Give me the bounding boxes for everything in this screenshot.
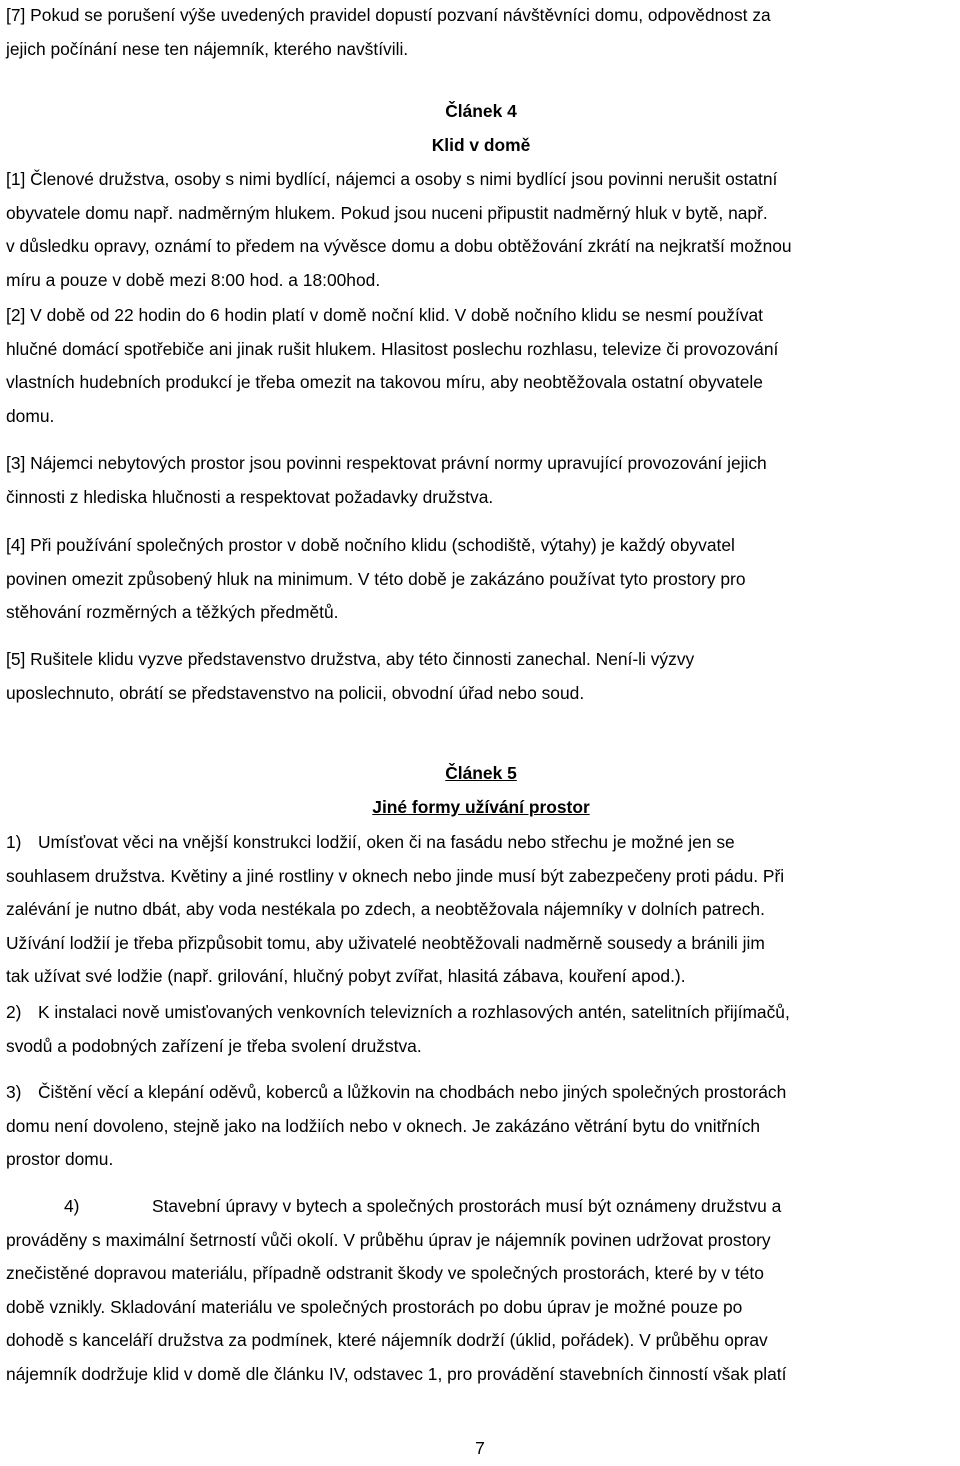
text-line: zalévání je nutno dbát, aby voda nestékala po zdech, a neobtěžovala nájemníky v dolních patrech. — [6, 899, 765, 920]
text-line: svodů a podobných zařízení je třeba svolení družstva. — [6, 1035, 422, 1056]
text-line: dohodě s kanceláří družstva za podmínek, které nájemník dodrží (úklid, pořádek). V průběhu oprav — [6, 1330, 768, 1351]
article-5-paragraph-1 — [6, 826, 956, 994]
article-5-heading — [6, 756, 956, 824]
text-line: povinen omezit způsobený hluk na minimum. V této době je zakázáno používat tyto prostory pro — [6, 568, 746, 589]
text-line: 4) Stavební úpravy v bytech a společných prostorách musí být oznámeny družstvu a — [6, 1190, 956, 1224]
text-line: [3] Nájemci nebytových prostor jsou povinni respektovat právní normy upravující provozování jejich — [6, 453, 767, 473]
text-line: činnosti z hlediska hlučnosti a respektovat požadavky družstva. — [6, 486, 494, 507]
article-5-paragraph-4 — [6, 1190, 956, 1392]
text-line: jejich počínání nese ten nájemník, kterého navštívili. — [6, 38, 409, 59]
text-line: domu není dovoleno, stejně jako na lodžiích nebo v oknech. Je zakázáno větrání bytu do vnitřních — [6, 1115, 761, 1136]
text-line: [7] Pokud se porušení výše uvedených pravidel dopustí pozvaní návštěvníci domu, odpovědnost za — [6, 5, 771, 25]
text-line: stěhování rozměrných a těžkých předmětů. — [6, 602, 339, 623]
text-line: 2) K instalaci nově umisťovaných venkovních televizních a rozhlasových antén, satelitních přijímačů, — [6, 996, 956, 1030]
article-4-paragraph-4 — [6, 529, 956, 630]
article-5-paragraph-2 — [6, 996, 956, 1063]
text-line: obyvatele domu např. nadměrným hlukem. Pokud jsou nuceni připustit nadměrný hluk v bytě, např. — [6, 202, 768, 223]
page-number: 7 — [475, 1438, 485, 1458]
paragraph-7 — [6, 0, 771, 66]
article-5-subtitle: Jiné formy užívání prostor — [372, 797, 590, 817]
text-line: v důsledku opravy, oznámí to předem na vývěsce domu a dobu obtěžování zkrátí na nejkratší možnou — [6, 236, 792, 257]
article-4-subtitle: Klid v domě — [431, 135, 531, 155]
item-number: 4) — [64, 1196, 80, 1216]
text-line: [5] Rušitele klidu vyzve představenstvo družstva, aby této činnosti zanechal. Není-li výzvy — [6, 649, 695, 669]
text-line: 3) Čištění věcí a klepání oděvů, koberců a lůžkovin na chodbách nebo jiných společných prostorách — [6, 1076, 956, 1110]
item-number: 3) — [6, 1082, 22, 1102]
text-line: [1] Členové družstva, osoby s nimi bydlící, nájemci a osoby s nimi bydlící jsou povinni nerušit ostatní — [6, 169, 778, 189]
text-line: prováděny s maximální šetrností vůči okolí. V průběhu úprav je nájemník povinen udržovat prostory — [6, 1229, 771, 1250]
text-line: domu. — [6, 405, 55, 426]
text-line: Užívání lodžií je třeba přizpůsobit tomu, aby uživatelé neobtěžovali nadměrně sousedy a bránili jim — [6, 932, 765, 953]
text-line: souhlasem družstva. Květiny a jiné rostliny v oknech nebo jinde musí být zabezpečeny proti pádu. Při — [6, 865, 785, 886]
text-line: [2] V době od 22 hodin do 6 hodin platí v domě noční klid. V době nočního klidu se nesmí používat — [6, 305, 764, 325]
item-number: 2) — [6, 1002, 22, 1022]
text-line: tak užívat své lodžie (např. grilování, hlučný pobyt zvířat, hlasitá zábava, kouření apod.). — [6, 966, 686, 987]
text-line: [4] Při používání společných prostor v době nočního klidu (schodiště, výtahy) je každý obyvatel — [6, 535, 735, 555]
item-number: 1) — [6, 832, 22, 852]
article-5-paragraph-3 — [6, 1076, 956, 1177]
text-line: znečistěné dopravou materiálu, případně odstranit škody ve společných prostorách, které by v této — [6, 1263, 764, 1284]
text-line: prostor domu. — [6, 1149, 114, 1170]
article-4-paragraph-2 — [6, 299, 956, 433]
text-line: době vznikly. Skladování materiálu ve společných prostorách po dobu úprav je možné pouze po — [6, 1296, 743, 1317]
text-line: nájemník dodržuje klid v domě dle článku IV, odstavec 1, pro provádění stavebních činností však platí — [6, 1363, 787, 1384]
article-4-title: Článek 4 — [445, 101, 517, 121]
text-line: míru a pouze v době mezi 8:00 hod. a 18:00hod. — [6, 269, 381, 290]
text-line: 1) Umísťovat věci na vnější konstrukci lodžií, oken či na fasádu nebo střechu je možné jen se — [6, 826, 956, 860]
article-4-paragraph-1 — [6, 163, 956, 297]
text-line: hlučné domácí spotřebiče ani jinak rušit hlukem. Hlasitost poslechu rozhlasu, televize či provozování — [6, 338, 779, 359]
article-4-heading — [6, 94, 956, 162]
article-5-title: Článek 5 — [445, 763, 517, 783]
text-line: uposlechnuto, obrátí se představenstvo na policii, obvodní úřad nebo soud. — [6, 682, 585, 703]
article-4-paragraph-3 — [6, 447, 956, 514]
text-line: vlastních hudebních produkcí je třeba omezit na takovou míru, aby neobtěžovala ostatní obyvatele — [6, 372, 763, 393]
article-4-paragraph-5 — [6, 643, 956, 710]
